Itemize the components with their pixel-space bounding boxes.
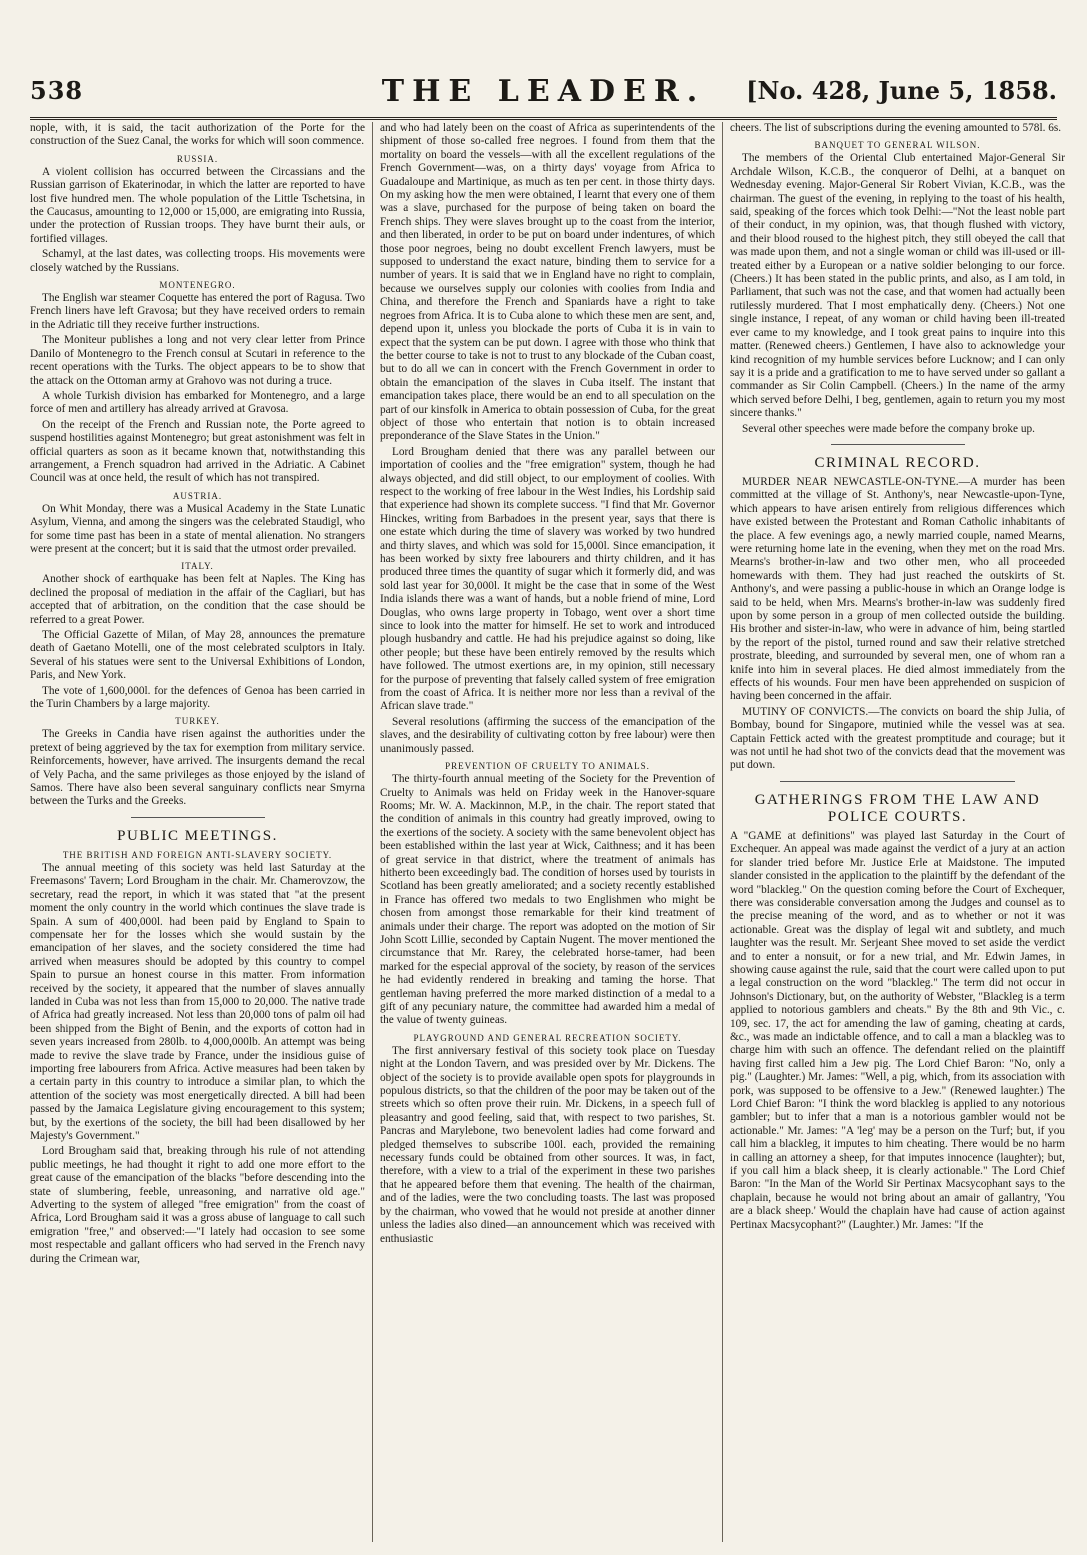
paragraph: MURDER NEAR NEWCASTLE-ON-TYNE.—A murder has been committed at the village of St. Anthony's, near Newcastle-upon-Tyne, which appears to have arisen entirely from religious differences which have existed between the Protestant and Roman Catholic inhabitants of the place. A few evenings ago, a newly married couple, named Mearns, were returning home late in the evening, when they met on the road Mrs. Mearns's brother-in-law and two other men, who all proceeded homewards with them. They had just reached the outskirts of St. Anthony's, and were passing a public-house in which an Orange lodge is said to be held, when Mrs. Mearns's brother-in-law was suddenly fired upon by some person in a group of men collected outside the building. His brother and sister-in-law, who were in advance of him, being startled by the report of the pistol, turned round and saw their relative stretched prostrate, bleeding, and surrounded by several men, one of whom ran a knife into him in several places. He died almost immediately from the effects of his wounds. Four men have been apprehended on suspicion of having been concerned in the affair. — [730, 475, 1065, 703]
subheading: BANQUET TO GENERAL WILSON. — [814, 140, 981, 151]
page-number: 538 — [30, 76, 84, 105]
section-title: CRIMINAL RECORD. — [814, 454, 981, 471]
masthead-title: THE LEADER. — [381, 74, 706, 109]
subheading: MONTENEGRO. — [159, 280, 236, 291]
paragraph: The Greeks in Candia have risen against the authorities under the pretext of being aggrieved by the tax for exemption from military service. Reinforcements, however, have arrived. The insurgents demand the recal of Vely Pacha, and the same privileges as those enjoyed by the island of Samos. There have also been several sanguinary conflicts near Smyrna between the Turks and the Greeks. — [30, 728, 365, 808]
paragraph: The thirty-fourth annual meeting of the Society for the Prevention of Cruelty to Animals was held on Friday week in the Hanover-square Rooms; Mr. W. A. Mackinnon, M.P., in the chair. The report stated that the condition of animals in this country had greatly improved, owing to the exertions of the society. A society with the same benevolent object has been established within the last year at Wick, Caithness; and it has been of great service in that district, where the treatment of animals has hitherto been exceedingly bad. The condition of horses used by tourists in Scotland has been greatly ameliorated; and a society recently established in France has offered two medals to two Englishmen who might be chosen from amongst those remarkable for their kind treatment of animals under their charge. The report was adopted on the motion of Sir John Scott Lillie, seconded by Captain Nugent. The mover mentioned the circumstance that Mr. Rarey, the celebrated horse-tamer, had been marked for the especial approval of the society, by reason of the services he had evidently rendered in breaking and taming the horse. That gentleman having preferred the more marked distinction of a medal to a gift of any pecuniary nature, the committee had awarded him a medal of the value of twenty guineas. — [380, 773, 715, 1027]
column-divider — [372, 122, 373, 1542]
paragraph: MUTINY OF CONVICTS.—The convicts on board the ship Julia, of Bombay, bound for Singapore, mutinied while the vessel was at sea. Captain Fettick acted with the greatest promptitude and courage; but it was not until he had shot two of the convicts dead that the movement was put down. — [730, 705, 1065, 772]
paragraph: Lord Brougham denied that there was any parallel between our importation of coolies and the "free emigration" system, though he had always objected, and did still object, to our employment of coolies. With respect to the working of free labour in the West Indies, his Lordship said that experience had shown its complete success. "I find that Mr. Governor Hinckes, writing from Barbadoes in the present year, says that there is one estate which during the time of slavery was worked by two hundred and thirty slaves, and which was sold for 15,000l. Since emancipation, it has been worked by sixty free labourers and thirty children, and it has produced three times the quantity of sugar which it formerly did, and was sold last year for 30,000l. It might be the case that in some of the West India islands there was a want of hands, but a noble friend of mine, Lord Douglas, who owns large property in Tobago, went over a short time since to look into the matter for himself. He set to work and introduced plough husbandry and cattle. He had his prejudice against so doing, like other people; but these have been entirely removed by the results which have followed. The utmost exertions are, in my opinion, still necessary for the purpose of preventing that falsely called system of free emigration from the coast of Africa. It is neither more nor less than a revival of the African slave trade." — [380, 445, 715, 713]
paragraph: Several resolutions (affirming the success of the emancipation of the slaves, and the desirability of cultivating cotton by free labour) were then unanimously passed. — [380, 715, 715, 755]
section-divider — [131, 817, 265, 818]
paragraph: nople, with, it is said, the tacit authorization of the Porte for the construction of the Suez Canal, the works for which will soon commence. — [30, 122, 365, 148]
section-title — [730, 792, 1065, 826]
paragraph: On the receipt of the French and Russian note, the Porte agreed to suspend hostilities against Montenegro; but great astonishment was felt in official quarters as soon as it became known that, notwithstanding this arrangement, a French squadron had arrived in the Adriatic. A Cabinet Council was at once held, the result of which has not transpired. — [30, 418, 365, 485]
column-divider — [722, 122, 723, 1542]
paragraph: and who had lately been on the coast of Africa as superintendents of the shipment of those so-called free negroes. I found from them that the mortality on board the vessels—with all the excellent regulations of the French Government—was, on a thirty days' voyage from Africa to Guadaloupe and Martinique, as much as ten per cent. in those thirty days. On my asking how the men were obtained, I learnt that every one of them was a slave, purchased for the purpose of being taken on board the French ships. They were slaves brought up to the coast from the interior, and then liberated, in order to be put on board under indentures, of which those poor negroes, being no doubt excellent French lawyers, must be supposed to understand the exact nature, binding them to service for a number of years. It is said that we in England have no right to complain, because we ourselves supply our colonies with coolies from India and China, and therefore the French and Spaniards have a right to take negroes from Africa. It is to Cuba alone to which these men are sent, and, depend upon it, unless you blockade the ports of Cuba it is in vain to expect that the system can be put down. I agree with those who think that the better course to take is not to trust to any blockade of the Cuban coast, but to do all we can in concert with the French Government in order to obtain the emancipation of the slaves in Cuba itself. The instant that emancipation takes place, there would be an end to all speculation on the part of our kinsfolk in America to obtain possession of Cuba, for the great object of those who entertain that notion is to obtain increased preponderance of the Slave States in the Union." — [380, 122, 715, 443]
section-divider — [831, 444, 965, 445]
section-divider — [780, 781, 1015, 782]
paragraph: The annual meeting of this society was held last Saturday at the Freemasons' Tavern; Lord Brougham in the chair. Mr. Chamerovzow, the secretary, read the report, in which it was stated that "at the present moment the only country in the world which continues the slave trade is Spain. A sum of 400,000l. had been paid by England to Spain to compensate her for the losses which she would sustain by the emancipation of her slaves, and the society considered the time had arrived when measures should be adopted by this country to compel Spain to pursue an honest course in this matter. From information received by the society, it appeared that the number of slaves annually landed in Cuba was not less than from 15,000 to 20,000. The native trade of Africa had greatly increased. Not less than 20,000 tons of palm oil had been shipped from the Bight of Benin, and the exports of cotton had in seven years increased from 280lb. to 4,000,000lb. An attempt was being made to revive the slave trade by France, under the insidious guise of importing free labourers from Africa. Active measures had been taken by a certain party in this country to introduce a similar plan, to which the attention of the society was most energetically directed. A bill had been passed by the Jamaica Legislature giving encouragement to this system; but, by the exertions of the society, the bill had been disallowed by her Majesty's Government." — [30, 861, 365, 1142]
section-title-line: GATHERINGS FROM THE LAW AND — [754, 791, 1041, 808]
subheading: THE BRITISH AND FOREIGN ANTI-SLAVERY SOCIETY. — [62, 849, 333, 860]
paragraph: Several other speeches were made before the company broke up. — [742, 422, 1035, 435]
paragraph: A "GAME at definitions" was played last Saturday in the Court of Exchequer. An appeal was made against the verdict of a jury at an action for slander tried before Mr. Justice Erle at Maidstone. The imputed slander consisted in the application to the plaintiff by the defendant of the word "blackleg." On the question coming before the Court of Exchequer, there was considerable conversation among the Judges and counsel as to the precise meaning of the word, and as to whether or not it was actionable. Great was the display of legal wit and subtlety, and much laughter was the result. Mr. Serjeant Shee moved to set aside the verdict and to enter a nonsuit, or for a new trial, and Mr. Edwin James, in showing cause against the rule, said that the court were called upon to put a legal construction on the word "blackleg." The term did not occur in Johnson's Dictionary, but, on the authority of Webster, "Blackleg is a term applied to notorious gamblers and cheats." By the 8th and 9th Vic., c. 109, sec. 17, the act for amending the law of gaming, cheating at cards, &c., was made an indictable offence, and to call a man a blackleg was to charge him with such an offence. The defendant relied on the plaintiff having first called him a Jew pig. The Lord Chief Baron: "No, only a pig." (Laughter.) Mr. James: "Well, a pig, which, from its association with pork, was supposed to be offensive to a Jew." (Renewed laughter.) The Lord Chief Baron: "I think the word blackleg is applied to any notorious gambler; but to infer that a man is a notorious gambler would not be actionable." Mr. James: "A 'leg' may be a person on the Turf; but, if you call him a blackleg, it imputes to him cheating. There would be no harm in calling an attorney a sheep, for that imputes innocence (laughter); but, if you call him a black sheep, it is clearly actionable." The Lord Chief Baron: "In the Man of the World Sir Pertinax Macsycophant says to the chaplain, because he would not bring about an amair of gallantry, 'You are a black sheep.' Would the chaplain have had cause of action against Pertinax Macsycophant?" (Laughter.) Mr. James: "If the — [730, 829, 1065, 1231]
column-2 — [380, 122, 715, 1542]
paragraph: A whole Turkish division has embarked for Montenegro, and a large force of men and artillery has already arrived at Gravosa. — [30, 389, 365, 416]
subheading: TURKEY. — [175, 716, 220, 727]
issue-dateline: [No. 428, June 5, 1858. — [746, 76, 1057, 105]
paragraph: On Whit Monday, there was a Musical Academy in the State Lunatic Asylum, Vienna, and among the singers was the celebrated Staudigl, who for some time past has been in a state of mental alienation. No strangers were present at the concert; but it is said that the utmost order prevailed. — [30, 502, 365, 555]
page-header — [30, 74, 1057, 118]
subheading: ITALY. — [181, 561, 214, 572]
paragraph: The English war steamer Coquette has entered the port of Ragusa. Two French liners have left Gravosa; but they have received orders to remain in the Adriatic till they receive further instructions. — [30, 292, 365, 331]
section-title: PUBLIC MEETINGS. — [117, 827, 278, 844]
paragraph: Schamyl, at the last dates, was collecting troops. His movements were closely watched by the Russians. — [30, 248, 365, 274]
paragraph: The members of the Oriental Club entertained Major-General Sir Archdale Wilson, K.C.B., the conqueror of Delhi, at a banquet on Wednesday evening. Major-General Sir Robert Vivian, K.C.B., was the chairman. The guest of the evening, in replying to the toast of his health, said, speaking of the forces which took Delhi:—"Not the least noble part of their conduct, in my opinion, was, that though flushed with victory, and their blood roused to the highest pitch, they still obeyed the call that was made upon them, and not a single woman or child was ill-used or ill-treated either by a European or a native soldier belonging to our force. (Cheers.) It has been stated in the public prints, and also, as I am told, in Parliament, that such was not the case, and that women had actually been rutilessly murdered. That I most emphatically deny. (Cheers.) Not one single instance, I repeat, of any woman or child having been ill-treated ever came to my knowledge, and I took great pains to inquire into this matter. (Renewed cheers.) Gentlemen, I have also to acknowledge your kind recognition of my humble services before Lucknow; and I can only say it is a pride and a gratification to me to have served under so gallant a commander as Sir Colin Campbell. (Cheers.) In the name of the army which served before Delhi, I beg, gentlemen, again to return you my most sincere thanks." — [730, 152, 1065, 420]
paragraph: Lord Brougham said that, breaking through his rule of not attending public meetings, he had thought it right to add one more effort to the great cause of the emancipation of the blacks "before descending into the state of slumbering, feeble, unreasoning, and narrative old age." Adverting to the system of alleged "free emigration" from the coast of Africa, Lord Brougham said it was a gross abuse of language to call such emigration "free," and observed:—"I lately had occasion to see some most respectable and gallant officers who had served in the French navy during the Crimean war, — [30, 1145, 365, 1265]
subheading: PREVENTION OF CRUELTY TO ANIMALS. — [445, 761, 650, 772]
paragraph: A violent collision has occurred between the Circassians and the Russian garrison of Ekaterinodar, in which the latter are reported to have lost five hundred men. The whole population of the Little Tschetsina, in the Caucasus, amounting to 12,000 or 15,000, are emigrating into Russia, under the protection of Russian troops. They have burnt their auls, or fortified villages. — [30, 165, 365, 245]
header-rule — [30, 117, 1057, 120]
paragraph: The first anniversary festival of this society took place on Tuesday night at the London Tavern, and was presided over by Mr. Dickens. The object of the society is to provide available open spots for playgrounds in populous districts, so that the children of the poor may be taken out of the streets which so often prove their ruin. Mr. Dickens, in a speech full of pleasantry and good feeling, said that, with respect to two parishes, St. Pancras and Marylebone, two benevolent ladies had come forward and pledged themselves to subscribe 100l. each, provided the remaining necessary funds could be obtained from other sources. It was, in fact, therefore, with a view to a trial of the experiment in these two parishes that he appeared before them that evening. The health of the chairman, and of the ladies, were the two concluding toasts. The last was proposed by the chairman, who vowed that he would not preside at another dinner unless the ladies also dined—an announcement which was received with enthusiastic — [380, 1044, 715, 1245]
paragraph: Another shock of earthquake has been felt at Naples. The King has declined the proposal of mediation in the affair of the Cagliari, but has accepted that of arbitration, on the condition that the case should be referred to a great Power. — [30, 573, 365, 626]
subheading: PLAYGROUND AND GENERAL RECREATION SOCIETY. — [413, 1032, 682, 1043]
column-1 — [30, 122, 365, 1542]
subheading: RUSSIA. — [176, 153, 219, 164]
paragraph: The Moniteur publishes a long and not very clear letter from Prince Danilo of Montenegro to the French consul at Scutari in reference to the recent operations with the Turks. The object appears to be to show that the attack on the Ottoman army at Grahovo was not during a truce. — [30, 334, 365, 387]
column-3 — [730, 122, 1065, 1542]
columns — [30, 122, 1065, 1542]
subheading: AUSTRIA. — [172, 490, 223, 501]
paragraph: The Official Gazette of Milan, of May 28, announces the premature death of Gaetano Motelli, one of the most celebrated sculptors in Italy. Several of his statues were sent to the Universal Exhibitions of London, Paris, and New York. — [30, 629, 365, 682]
paragraph: cheers. The list of subscriptions during the evening amounted to 578l. 6s. — [730, 122, 1062, 134]
paragraph: The vote of 1,600,000l. for the defences of Genoa has been carried in the Turin Chambers by a large majority. — [30, 684, 365, 711]
section-title-line: POLICE COURTS. — [827, 808, 968, 825]
